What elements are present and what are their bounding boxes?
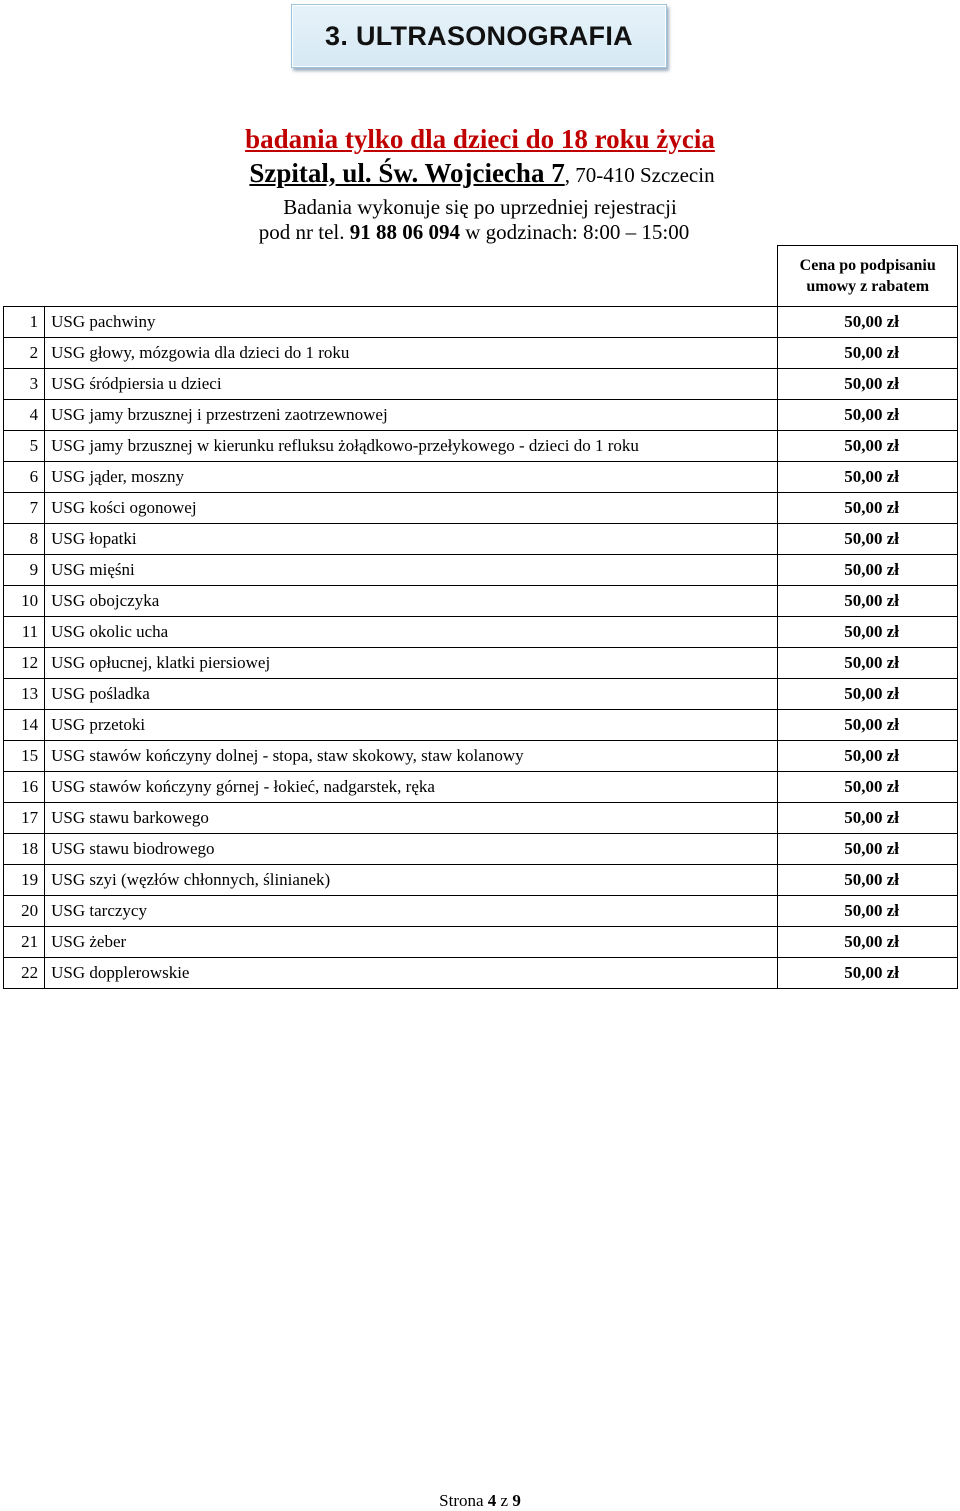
procedure-price: 50,00 zł — [778, 834, 958, 865]
page-footer — [0, 1491, 960, 1511]
procedure-name: USG stawów kończyny górnej - łokieć, nadgarstek, ręka — [45, 772, 778, 803]
table-row — [4, 896, 958, 927]
table-row — [4, 803, 958, 834]
table-row — [4, 679, 958, 710]
footer-prefix: Strona — [439, 1491, 488, 1510]
row-number: 15 — [4, 741, 45, 772]
procedure-name: USG tarczycy — [45, 896, 778, 927]
procedure-price: 50,00 zł — [778, 958, 958, 989]
procedure-price: 50,00 zł — [778, 431, 958, 462]
procedure-name: USG kości ogonowej — [45, 493, 778, 524]
procedure-price: 50,00 zł — [778, 493, 958, 524]
price-table — [3, 245, 958, 989]
row-number: 6 — [4, 462, 45, 493]
row-number: 22 — [4, 958, 45, 989]
procedure-name: USG mięśni — [45, 555, 778, 586]
table-row — [4, 958, 958, 989]
table-row — [4, 524, 958, 555]
procedure-price: 50,00 zł — [778, 338, 958, 369]
info-registration: Badania wykonuje się po uprzedniej rejestracji — [283, 195, 677, 219]
table-header-row — [4, 246, 958, 307]
table-row — [4, 462, 958, 493]
procedure-name: USG łopatki — [45, 524, 778, 555]
table-row — [4, 431, 958, 462]
row-number: 11 — [4, 617, 45, 648]
procedure-price: 50,00 zł — [778, 462, 958, 493]
procedure-price: 50,00 zł — [778, 400, 958, 431]
procedure-price: 50,00 zł — [778, 865, 958, 896]
footer-middle: z — [496, 1491, 513, 1510]
row-number: 20 — [4, 896, 45, 927]
procedure-name: USG przetoki — [45, 710, 778, 741]
info-children-only: badania tylko dla dzieci do 18 roku życia — [245, 124, 715, 154]
procedure-price: 50,00 zł — [778, 524, 958, 555]
info-phone-hours — [0, 220, 954, 245]
procedure-name: USG głowy, mózgowia dla dzieci do 1 roku — [45, 338, 778, 369]
table-row — [4, 710, 958, 741]
procedure-price: 50,00 zł — [778, 896, 958, 927]
row-number: 4 — [4, 400, 45, 431]
row-number: 14 — [4, 710, 45, 741]
row-number: 1 — [4, 307, 45, 338]
phone-prefix: pod nr tel. — [258, 220, 350, 244]
procedure-price: 50,00 zł — [778, 679, 958, 710]
row-number: 19 — [4, 865, 45, 896]
procedure-price: 50,00 zł — [778, 555, 958, 586]
procedure-name: USG opłucnej, klatki piersiowej — [45, 648, 778, 679]
procedure-name: USG żeber — [45, 927, 778, 958]
row-number: 10 — [4, 586, 45, 617]
current-page-number: 4 — [487, 1491, 497, 1510]
table-row — [4, 586, 958, 617]
procedure-name: USG pośladka — [45, 679, 778, 710]
phone-number: 91 88 06 094 — [349, 220, 460, 244]
row-number: 9 — [4, 555, 45, 586]
table-row — [4, 307, 958, 338]
address-street: Szpital, ul. Św. Wojciecha 7 — [249, 158, 565, 188]
procedure-price: 50,00 zł — [778, 741, 958, 772]
table-row — [4, 865, 958, 896]
table-row — [4, 617, 958, 648]
row-number: 13 — [4, 679, 45, 710]
procedure-name: USG obojczyka — [45, 586, 778, 617]
row-number: 3 — [4, 369, 45, 400]
procedure-name: USG jamy brzusznej w kierunku refluksu żołądkowo-przełykowego - dzieci do 1 roku — [45, 431, 778, 462]
procedure-name: USG stawu barkowego — [45, 803, 778, 834]
procedure-name: USG szyi (węzłów chłonnych, ślinianek) — [45, 865, 778, 896]
total-pages: 9 — [512, 1491, 521, 1510]
procedure-price: 50,00 zł — [778, 772, 958, 803]
procedure-price: 50,00 zł — [778, 369, 958, 400]
table-row — [4, 834, 958, 865]
header-empty-cell — [4, 246, 45, 307]
procedure-name: USG jamy brzusznej i przestrzeni zaotrzewnowej — [45, 400, 778, 431]
table-row — [4, 648, 958, 679]
procedure-name: USG pachwiny — [45, 307, 778, 338]
table-row — [4, 338, 958, 369]
procedure-price: 50,00 zł — [778, 927, 958, 958]
procedure-price: 50,00 zł — [778, 617, 958, 648]
procedure-price: 50,00 zł — [778, 710, 958, 741]
table-row — [4, 369, 958, 400]
table-row — [4, 493, 958, 524]
table-row — [4, 927, 958, 958]
procedure-name: USG jąder, moszny — [45, 462, 778, 493]
address-city: , 70-410 Szczecin — [564, 163, 715, 187]
section-title: 3. ULTRASONOGRAFIA — [325, 20, 633, 51]
procedure-name: USG stawu biodrowego — [45, 834, 778, 865]
table-row — [4, 400, 958, 431]
row-number: 5 — [4, 431, 45, 462]
row-number: 2 — [4, 338, 45, 369]
procedure-name: USG śródpiersia u dzieci — [45, 369, 778, 400]
table-row — [4, 555, 958, 586]
procedure-name: USG stawów kończyny dolnej - stopa, staw skokowy, staw kolanowy — [45, 741, 778, 772]
table-row — [4, 772, 958, 803]
row-number: 21 — [4, 927, 45, 958]
procedure-price: 50,00 zł — [778, 307, 958, 338]
row-number: 8 — [4, 524, 45, 555]
procedure-name: USG okolic ucha — [45, 617, 778, 648]
table-row — [4, 741, 958, 772]
header-empty-cell — [45, 246, 778, 307]
procedure-price: 50,00 zł — [778, 803, 958, 834]
info-address — [0, 158, 960, 189]
procedure-price: 50,00 zł — [778, 586, 958, 617]
row-number: 17 — [4, 803, 45, 834]
row-number: 7 — [4, 493, 45, 524]
hours-text: w godzinach: 8:00 – 15:00 — [460, 220, 690, 244]
row-number: 12 — [4, 648, 45, 679]
row-number: 18 — [4, 834, 45, 865]
section-title-box — [291, 4, 667, 68]
price-column-header: Cena po podpisaniu umowy z rabatem — [778, 246, 958, 307]
procedure-name: USG dopplerowskie — [45, 958, 778, 989]
procedure-price: 50,00 zł — [778, 648, 958, 679]
row-number: 16 — [4, 772, 45, 803]
